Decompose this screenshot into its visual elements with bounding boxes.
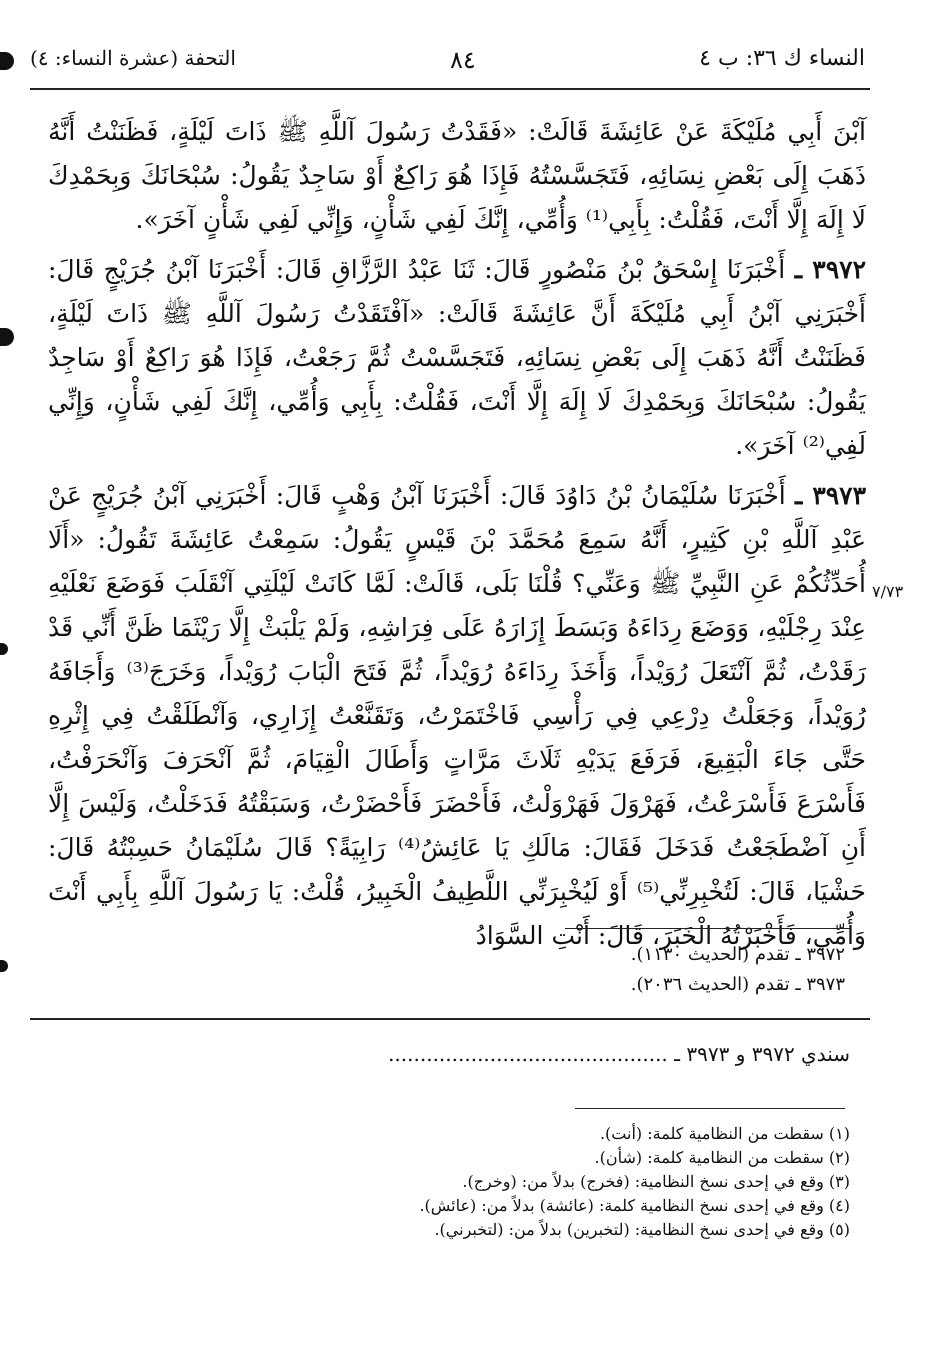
tuhfa-notes <box>40 940 845 1000</box>
header-chapter-ref: النساء ك ٣٦: ب ٤ <box>699 46 865 71</box>
hadith-paragraph <box>48 248 866 468</box>
binder-hole-mark <box>0 328 14 346</box>
header-rule <box>30 88 870 90</box>
section-rule <box>30 1018 870 1020</box>
margin-reference: ٧/٧٣ <box>872 582 904 601</box>
notes-separator <box>565 928 850 929</box>
binder-hole-mark <box>0 643 8 655</box>
hadith-paragraph <box>48 474 866 958</box>
hadith-number: ٣٩٧٣ ـ <box>794 481 867 510</box>
sanad-dots: ............................................ <box>388 1042 668 1066</box>
paragraph-text: أَخْبَرَنَا إِسْحَقُ بْنُ مَنْصُورٍ قَالَ: ثَنَا عَبْدُ الرَّزَّاقِ قَالَ: أَخْبَرَنَا آبْنُ جُرَيْجٍ قَالَ: أَخْبَرَنِي آبْنُ أَبِي مُلَيْكَةَ أَنَّ عَائِشَةَ قَالَتْ: «آفْتَقَدْتُ رَسُولَ آللَّهِ ﷺ ذَاتَ لَيْلَةٍ، فَظَنَنْتُ أَنَّهُ ذَهَبَ إِلَى بَعْضِ نِسَائِهِ، فَتَجَسَّسْتُ ثُمَّ رَجَعْتُ، فَإِذَا هُوَ رَاكِعٌ أَوْ سَاجِدٌ يَقُولُ: سُبْحَانَكَ وَبِحَمْدِكَ لَا إِلَهَ إِلَّا أَنْتَ، فَقُلْتُ: بِأَبِي وَأُمِّي، إِنَّكَ لَفِي شَأْنٍ، وَإِنِّي لَفِي⁽²⁾ آخَرَ». <box>48 255 866 460</box>
footnote: (٣) وقع في إحدى نسخ النظامية: (فخرج) بدلاً من: (وخرج). <box>462 1172 850 1191</box>
paragraph-text: أَخْبَرَنَا سُلَيْمَانُ بْنُ دَاوُدَ قَالَ: أَخْبَرَنَا آبْنُ وَهْبٍ قَالَ: أَخْبَرَنِي آبْنُ جُرَيْجٍ عَنْ عَبْدِ آللَّهِ بْنِ كَثِيرٍ، أَنَّهُ سَمِعَ مُحَمَّدَ بْنَ قَيْسٍ يَقُولُ: سَمِعْتُ عَائِشَةَ تَقُولُ: «أَلَا أُحَدِّثُكُمْ عَنِ النَّبِيِّ ﷺ وَعَنِّي؟ قُلْنَا بَلَى، قَالَتْ: لَمَّا كَانَتْ لَيْلَتِي آنْقَلَبَ فَوَضَعَ نَعْلَيْهِ عِنْدَ رِجْلَيْهِ، وَوَضَعَ رِدَاءَهُ وَبَسَطَ إِزَارَهُ عَلَى فِرَاشِهِ، وَلَمْ يَلْبَثْ إِلَّا رَيْثَمَا ظَنَّ أَنِّي قَدْ رَقَدْتُ، ثُمَّ آنْتَعَلَ رُوَيْداً، وَأَخَذَ رِدَاءَهُ رُوَيْداً، ثُمَّ فَتَحَ الْبَابَ رُوَيْداً، وَخَرَجَ⁽³⁾ وَأَجَافَهُ رُوَيْداً، وَجَعَلْتُ دِرْعِي فِي رَأْسِي فَاخْتَمَرْتُ، وَتَقَنَّعْتُ إِزَارِي، وَآنْطَلَقْتُ فِي إِثْرِهِ حَتَّى جَاءَ الْبَقِيعَ، فَرَفَعَ يَدَيْهِ ثَلَاثَ مَرَّاتٍ وَأَطَالَ الْقِيَامَ، ثُمَّ آنْحَرَفَ وَآنْحَرَفْتُ، فَأَسْرَعَ فَأَسْرَعْتُ، فَهَرْوَلَ فَهَرْوَلْتُ، فَأَحْضَرَ فَأَحْضَرْتُ، وَسَبَقْتُهُ فَدَخَلْتُ، وَلَيْسَ إِلَّا أَنِ آضْطَجَعْتُ فَدَخَلَ فَقَالَ: مَالَكِ يَا عَائِشُ⁽⁴⁾ رَابِيَةً؟ قَالَ سُلَيْمَانُ حَسِبْتُهُ قَالَ: حَشْيَا، قَالَ: لَتُخْبِرِنِّي⁽⁵⁾ أَوْ لَيُخْبِرَنِّي اللَّطِيفُ الْخَبِيرُ، قُلْتُ: يَا رَسُولَ آللَّهِ بِأَبِي أَنْتَ وَأُمِّي، فَأَخْبَرْتُهُ الْخَبَرَ، قَالَ: أَنْتِ السَّوَادُ <box>48 481 867 950</box>
paragraph-text: آبْنَ أَبِي مُلَيْكَةَ عَنْ عَائِشَةَ قَالَتْ: «فَقَدْتُ رَسُولَ آللَّهِ ﷺ ذَاتَ لَيْلَةٍ، فَظَنَنْتُ أَنَّهُ ذَهَبَ إِلَى بَعْضِ نِسَائِهِ، فَتَجَسَّسْتُهُ فَإِذَا هُوَ رَاكِعٌ أَوْ سَاجِدٌ يَقُولُ: سُبْحَانَكَ وَبِحَمْدِكَ لَا إِلَهَ إِلَّا أَنْتَ، فَقُلْتُ: بِأَبِي⁽¹⁾ وَأُمِّي، إِنَّكَ لَفِي شَأْنٍ، وَإِنِّي لَفِي شَأْنٍ آخَرَ». <box>48 117 866 234</box>
binder-hole-mark <box>0 52 14 70</box>
hadith-number: ٣٩٧٢ ـ <box>794 255 866 284</box>
footnote: (٥) وقع في إحدى نسخ النظامية: (لتخبرين) بدلاً من: (لتخبرني). <box>434 1220 850 1239</box>
footnote: (١) سقطت من النظامية كلمة: (أنت). <box>599 1124 850 1143</box>
hadith-text <box>48 110 866 964</box>
footnote: (٤) وقع في إحدى نسخ النظامية كلمة: (عائشة) بدلاً من: (عائش). <box>419 1196 850 1215</box>
tuhfa-note: ٣٩٧٣ ـ تقدم (الحديث ٢٠٣٦). <box>630 974 845 995</box>
page-number: ٨٤ <box>450 46 476 74</box>
tuhfa-note: ٣٩٧٢ ـ تقدم (الحديث ١١٣٠). <box>630 944 845 965</box>
sanad-label: سندي ٣٩٧٢ و ٣٩٧٣ ـ <box>674 1042 850 1066</box>
sindi-commentary <box>60 1042 850 1066</box>
footnotes-separator <box>575 1108 845 1109</box>
hadith-paragraph <box>48 110 866 242</box>
running-header <box>30 40 865 80</box>
header-book-ref: التحفة (عشرة النساء: ٤) <box>30 46 236 70</box>
footnote: (٢) سقطت من النظامية كلمة: (شأن). <box>594 1148 850 1167</box>
footnotes <box>60 1122 850 1242</box>
binder-hole-mark <box>0 960 8 972</box>
